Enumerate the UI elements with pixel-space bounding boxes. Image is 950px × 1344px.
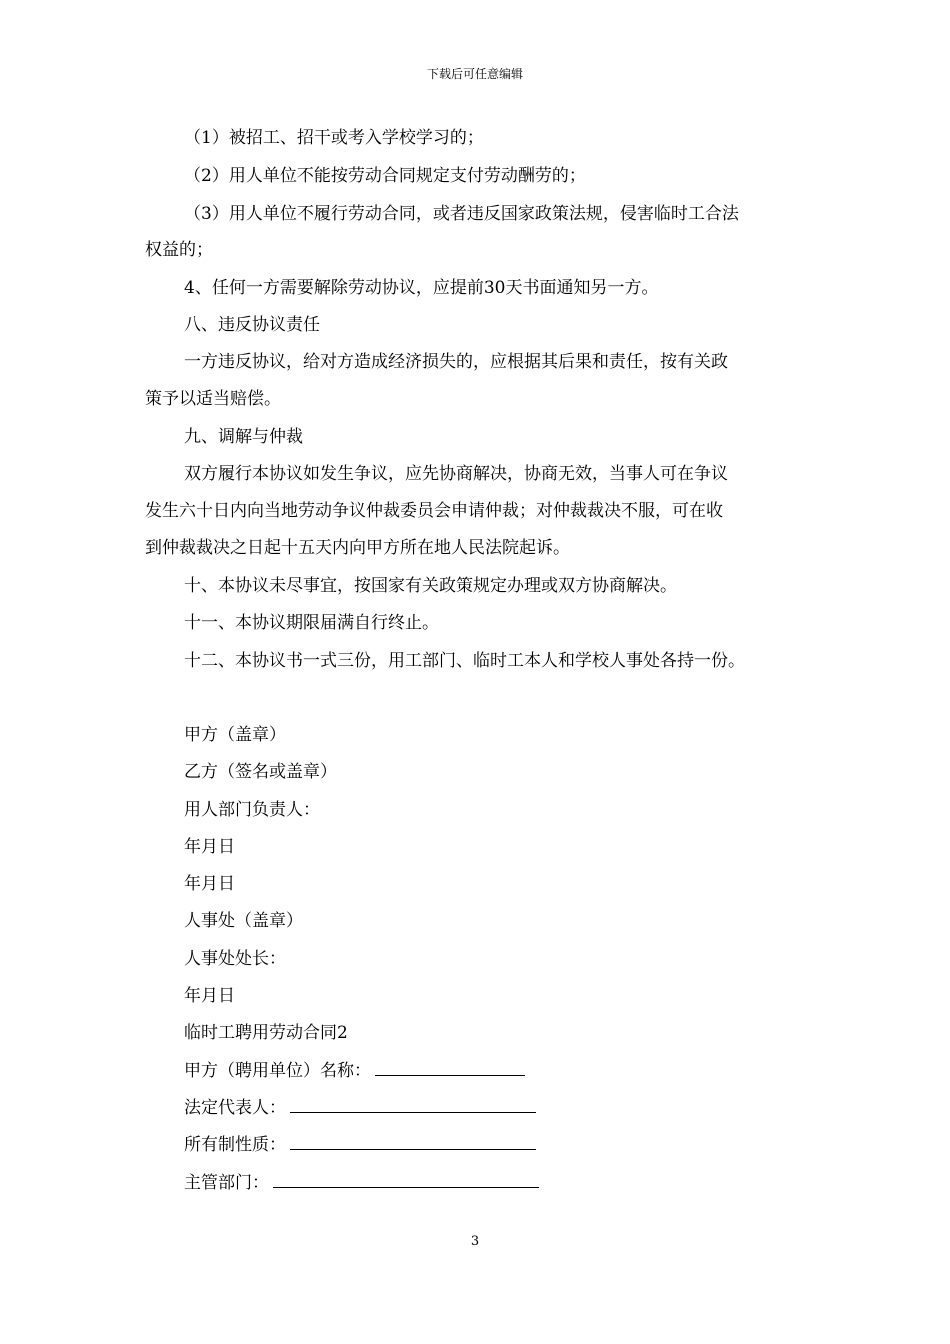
- blank-underline: [273, 1173, 539, 1188]
- clause-line: 4、任何一方需要解除劳动协议，应提前30天书面通知另一方。: [184, 278, 659, 298]
- signature-line: 人事处（盖章）: [184, 911, 303, 931]
- clause-line: （1）被招工、招干或考入学校学习的；: [184, 128, 484, 148]
- clause-line: 双方履行本协议如发生争议，应先协商解决，协商无效，当事人可在争议: [184, 464, 728, 484]
- clause-line: 到仲裁裁决之日起十五天内向甲方所在地人民法院起诉。: [145, 538, 570, 558]
- blank-underline: [290, 1098, 536, 1113]
- form-field-label: 所有制性质：: [184, 1135, 286, 1155]
- date-line: 年月日: [184, 986, 235, 1006]
- signature-line: 用人部门负责人：: [184, 800, 320, 820]
- section-heading: 九、调解与仲裁: [184, 427, 303, 447]
- section-heading: 八、违反协议责任: [184, 315, 320, 335]
- clause-line: 十、本协议未尽事宜，按国家有关政策规定办理或双方协商解决。: [184, 576, 677, 596]
- clause-line: 一方违反协议，给对方造成经济损失的，应根据其后果和责任，按有关政: [184, 352, 728, 372]
- form-field-representative: [184, 1095, 536, 1121]
- clause-line: 十二、本协议书一式三份，用工部门、临时工本人和学校人事处各持一份。: [184, 651, 745, 671]
- clause-line: 权益的；: [145, 240, 213, 260]
- form-field-label: 法定代表人：: [184, 1098, 286, 1118]
- contract-title: 临时工聘用劳动合同2: [184, 1023, 348, 1043]
- blank-underline: [375, 1061, 525, 1076]
- page-header: 下载后可任意编辑: [426, 67, 523, 81]
- page-number: 3: [470, 1234, 480, 1249]
- signature-line: 人事处处长：: [184, 949, 286, 969]
- blank-underline: [290, 1135, 536, 1150]
- form-field-department: [184, 1170, 539, 1196]
- form-field-name: [184, 1058, 525, 1084]
- signature-line: 乙方（签名或盖章）: [184, 762, 337, 782]
- date-line: 年月日: [184, 837, 235, 857]
- form-field-ownership: [184, 1132, 536, 1158]
- form-field-label: 主管部门：: [184, 1173, 269, 1193]
- form-field-label: 甲方（聘用单位）名称：: [184, 1061, 371, 1081]
- clause-line: 十一、本协议期限届满自行终止。: [184, 613, 439, 633]
- clause-line: （3）用人单位不履行劳动合同，或者违反国家政策法规，侵害临时工合法: [184, 204, 739, 224]
- signature-line: 甲方（盖章）: [184, 725, 286, 745]
- clause-line: 发生六十日内向当地劳动争议仲裁委员会申请仲裁；对仲裁裁决不服，可在收: [145, 501, 723, 521]
- clause-line: 策予以适当赔偿。: [145, 389, 281, 409]
- clause-line: （2）用人单位不能按劳动合同规定支付劳动酬劳的；: [184, 166, 586, 186]
- date-line: 年月日: [184, 874, 235, 894]
